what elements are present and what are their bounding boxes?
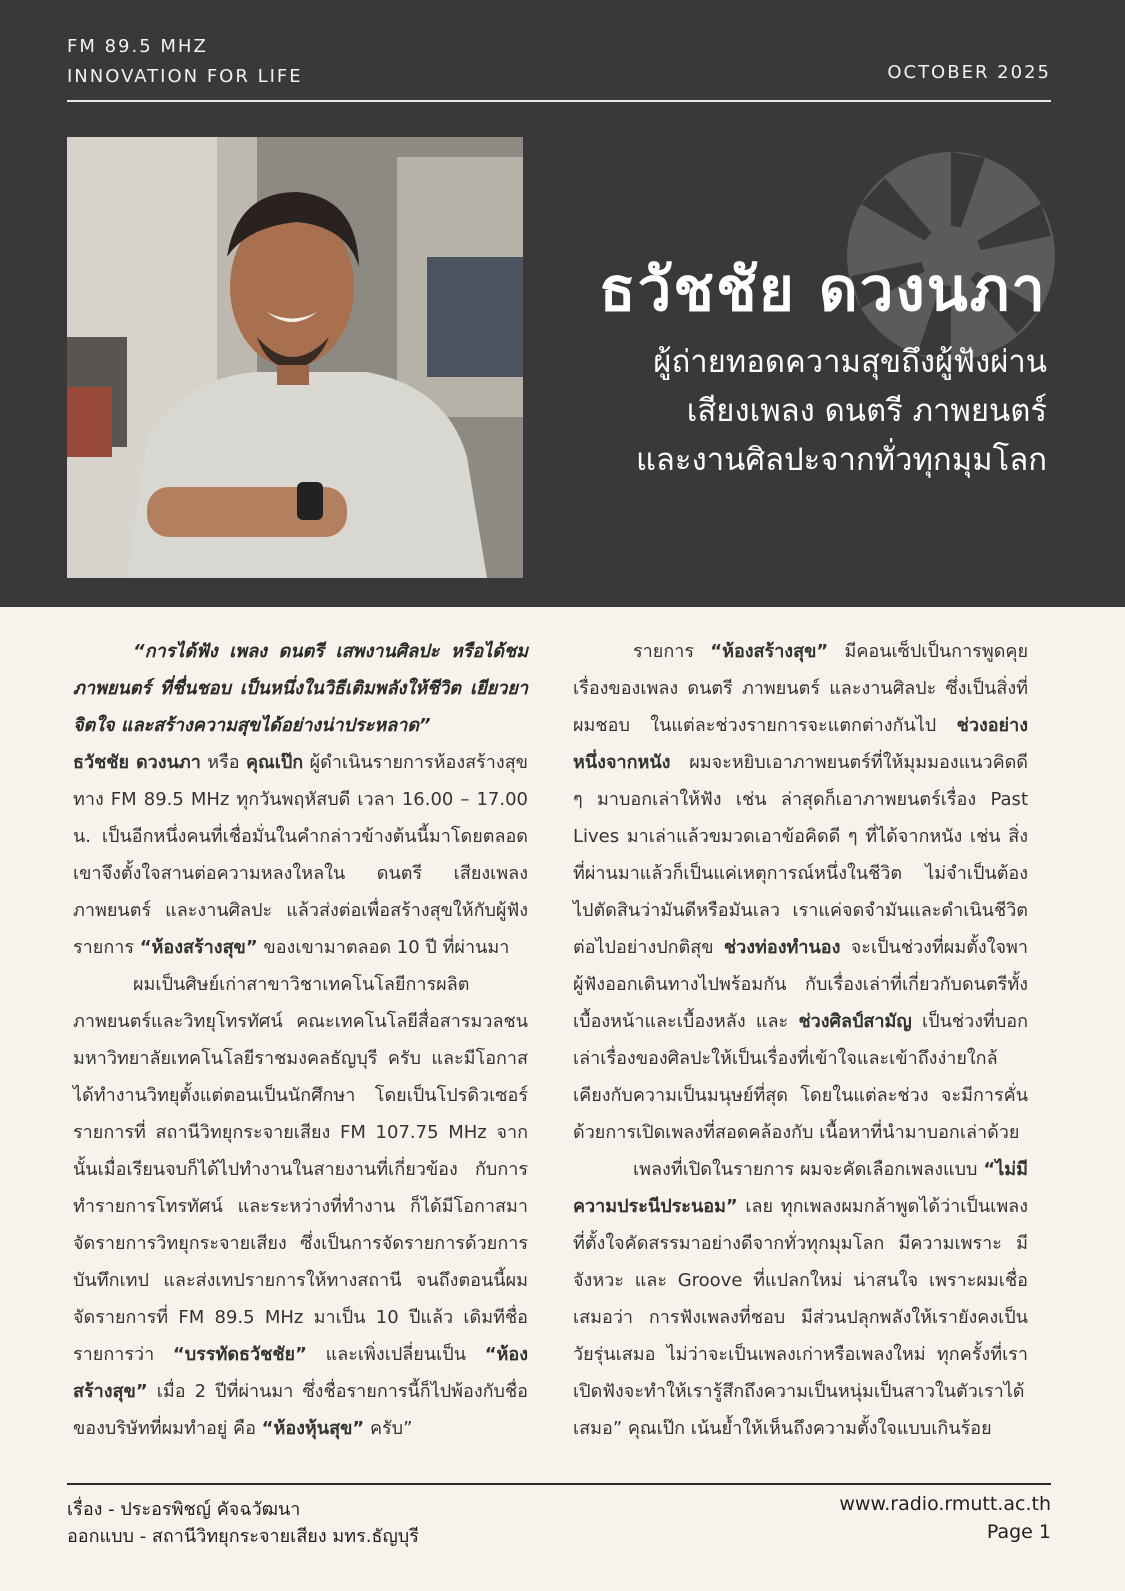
design-credit: ออกแบบ - สถานีวิทยุกระจายเสียง มทร.ธัญบุรี xyxy=(67,1526,419,1547)
text-run: ผู้ดำเนินรายการห้องสร้างสุข ทาง FM 89.5 MHz ทุกวันพฤหัสบดี เวลา 16.00 – 17.00 น. เป็นอีกหนึ่งคนที่เชื่อมั่นในคำกล่าวข้างต้นนี้มาโดยตลอด เขาจึงตั้งใจสานต่อความหลงใหลใน ดนตรี เสียงเพลง ภาพยนตร์ และงานศิลปะ แล้วส่งต่อเพื่อสร้างสุขให้กับผู้ฟังรายการ xyxy=(73,752,528,958)
bold-company-name: “ห้องหุ้นสุข” xyxy=(261,1418,365,1439)
bold-show-name: “ห้องสร้างสุข” xyxy=(139,937,258,958)
issue-date: OCTOBER 2025 xyxy=(887,62,1051,83)
station-tagline: INNOVATION FOR LIFE xyxy=(67,66,303,87)
article-paragraph xyxy=(73,744,528,966)
article-paragraph xyxy=(573,633,1028,1151)
page-number: Page 1 xyxy=(986,1521,1051,1543)
article-column-left xyxy=(73,633,528,1447)
bold-segment-name: ช่วงท่องทำนอง xyxy=(723,937,841,958)
text-run: ของเขามาตลอด 10 ปี ที่ผ่านมา xyxy=(257,937,510,958)
subject-subtitle xyxy=(527,338,1047,485)
bold-nickname: คุณเป๊ก xyxy=(245,752,304,773)
text-run: ครับ” xyxy=(364,1418,413,1439)
text-run: เพลงที่เปิดในรายการ ผมจะคัดเลือกเพลงแบบ xyxy=(633,1159,984,1180)
footer-divider xyxy=(67,1483,1051,1485)
station-frequency: FM 89.5 MHZ xyxy=(67,36,208,57)
pull-quote: “การได้ฟัง เพลง ดนตรี เสพงานศิลปะ หรือได้ชมภาพยนตร์ ที่ชื่นชอบ เป็นหนึ่งในวิธีเติมพลังให้ชีวิต เยียวยาจิตใจ และสร้างความสุขได้อย่างน่าประหลาด” xyxy=(73,641,528,736)
text-run: จะเป็นช่วงที่ผมตั้งใจพาผู้ฟังออกเดินทางไปพร้อมกัน กับเรื่องเล่าที่เกี่ยวกับดนตรีทั้งเบื้องหน้าและเบื้องหลัง และ xyxy=(573,937,1029,1032)
text-run: เมื่อ 2 ปีที่ผ่านมา ซึ่งชื่อรายการนี้ก็ไปพ้องกับชื่อของบริษัทที่ผมทำอยู่ คือ xyxy=(73,1381,528,1439)
subject-name: ธวัชชัย ดวงนภา xyxy=(598,255,1047,325)
text-run: มีคอนเซ็ปเป็นการพูดคุยเรื่องของเพลง ดนตรี ภาพยนตร์ และงานศิลปะ ซึ่งเป็นสิ่งที่ผมชอบ ในแต่ละช่วงรายการจะแตกต่างกันไป xyxy=(573,641,1028,736)
portrait-photo xyxy=(67,137,523,578)
story-credit: เรื่อง - ประอรพิชญ์ คัจฉวัฒนา xyxy=(67,1499,301,1520)
bold-show-name: “ห้องสร้างสุข” xyxy=(710,641,829,662)
footer-credits xyxy=(67,1496,419,1550)
bold-phrase: “ไม่มีความประนีประนอม” xyxy=(573,1159,1028,1217)
masthead xyxy=(67,32,303,92)
bold-segment-name: ช่วงอย่างหนึ่งจากหนัง xyxy=(573,715,1028,773)
bold-name: ธวัชชัย ดวงนภา xyxy=(73,752,201,773)
footer-meta xyxy=(839,1490,1051,1546)
hero-banner xyxy=(0,0,1125,607)
bold-old-show-name: “บรรทัดธวัชชัย” xyxy=(172,1344,307,1365)
text-run: ผมจะหยิบเอาภาพยนตร์ที่ให้มุมมองแนวคิดดี ๆ มาบอกเล่าให้ฟัง เช่น ล่าสุดก็เอาภาพยนตร์เรื่อง Past Lives มาเล่าแล้วขมวดเอาข้อคิดดี ๆ ที่ได้จากหนัง เช่น สิ่งที่ผ่านมาแล้วก็เป็นแค่เหตุการณ์หนึ่งในชีวิต ไม่จำเป็นต้องไปตัดสินว่ามันดีหรือมันเลว เราแค่จดจำมันและดำเนินชีวิตต่อไปอย่างปกติสุข xyxy=(573,752,1028,958)
article-paragraph xyxy=(73,966,528,1447)
subtitle-line: เสียงเพลง ดนตรี ภาพยนตร์ xyxy=(686,393,1047,429)
website-link[interactable]: www.radio.rmutt.ac.th xyxy=(839,1493,1051,1515)
article-column-right xyxy=(573,633,1028,1447)
text-run: รายการ xyxy=(633,641,711,662)
text-run: หรือ xyxy=(200,752,246,773)
text-run: ผมเป็นศิษย์เก่าสาขาวิชาเทคโนโลยีการผลิตภาพยนตร์และวิทยุโทรทัศน์ คณะเทคโนโลยีสื่อสารมวลชน มหาวิทยาลัยเทคโนโลยีราชมงคลธัญบุรี ครับ และมีโอกาสได้ทำงานวิทยุตั้งแต่ตอนเป็นนักศึกษา โดยเป็นโปรดิวเซอร์รายการที่ สถานีวิทยุกระจายเสียง FM 107.75 MHz จากนั้นเมื่อเรียนจบก็ได้ไปทำงานในสายงานที่เกี่ยวข้อง กับการทำรายการโทรทัศน์ และระหว่างที่ทำงาน ก็ได้มีโอกาสมาจัดรายการวิทยุกระจายเสียง ซึ่งเป็นการจัดรายการด้วยการบันทึกเทป และส่งเทปรายการให้ทางสถานี จนถึงตอนนี้ผมจัดรายการที่ FM 89.5 MHz มาเป็น 10 ปีแล้ว เดิมทีชื่อรายการว่า xyxy=(73,974,528,1365)
header-divider xyxy=(67,100,1051,102)
article-paragraph xyxy=(573,1151,1028,1447)
subtitle-line: และงานศิลปะจากทั่วทุกมุมโลก xyxy=(635,442,1047,478)
bold-segment-name: ช่วงศิลป์สามัญ xyxy=(798,1011,912,1032)
bold-new-show-name: “ห้องสร้างสุข” xyxy=(73,1344,528,1402)
subtitle-line: ผู้ถ่ายทอดความสุขถึงผู้ฟังผ่าน xyxy=(653,344,1047,380)
text-run: และเพิ่งเปลี่ยนเป็น xyxy=(306,1344,485,1365)
text-run: เลย ทุกเพลงผมกล้าพูดได้ว่าเป็นเพลงที่ตั้งใจคัดสรรมาอย่างดีจากทั่วทุกมุมโลก มีความเพราะ มีจังหวะ และ Groove ที่แปลกใหม่ น่าสนใจ เพราะผมเชื่อเสมอว่า การฟังเพลงที่ชอบ มีส่วนปลุกพลังให้เรายังคงเป็นวัยรุ่นเสมอ ไม่ว่าจะเป็นเพลงเก่าหรือเพลงใหม่ ทุกครั้งที่เราเปิดฟังจะทำให้เรารู้สึกถึงความเป็นหนุ่มเป็นสาวในตัวเราได้เสมอ” คุณเป๊ก เน้นย้ำให้เห็นถึงความตั้งใจแบบเกินร้อย xyxy=(573,1196,1028,1439)
text-run: เป็นช่วงที่บอกเล่าเรื่องของศิลปะให้เป็นเรื่องที่เข้าใจและเข้าถึงง่ายใกล้เคียงกับความเป็นมนุษย์ที่สุด โดยในแต่ละช่วง จะมีการคั่นด้วยการเปิดเพลงที่สอดคล้องกับ เนื้อหาที่นำมาบอกเล่าด้วย xyxy=(573,1011,1028,1143)
